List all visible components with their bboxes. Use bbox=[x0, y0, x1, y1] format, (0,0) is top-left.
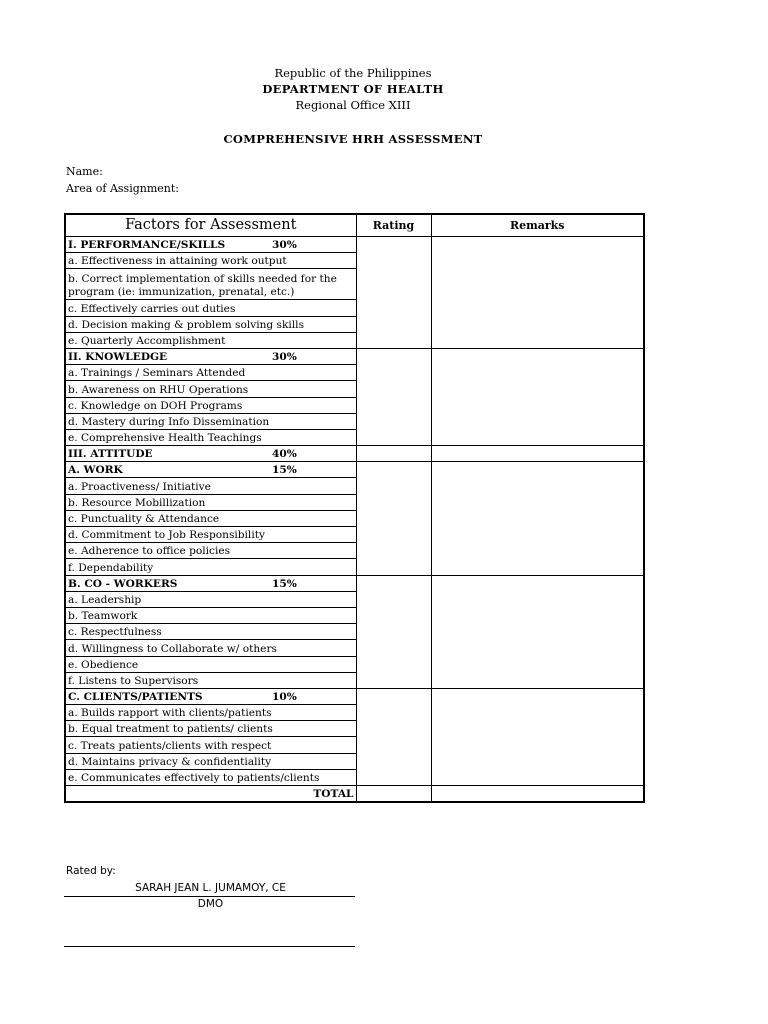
assessment-item: c. Treats patients/clients with respect bbox=[65, 737, 356, 753]
assessment-item: e. Quarterly Accomplishment bbox=[65, 332, 356, 348]
rating-cell[interactable] bbox=[356, 348, 431, 445]
total-label: TOTAL bbox=[65, 786, 356, 803]
section-label: II. KNOWLEDGE bbox=[68, 351, 168, 364]
section-row bbox=[65, 348, 644, 364]
assessment-item: c. Respectfulness bbox=[65, 624, 356, 640]
section-weight: 15% bbox=[272, 577, 297, 590]
assessment-item: e. Comprehensive Health Teachings bbox=[65, 429, 356, 445]
rating-cell[interactable] bbox=[356, 462, 431, 575]
area-label: Area of Assignment: bbox=[66, 182, 179, 195]
assessment-item: d. Commitment to Job Responsibility bbox=[65, 527, 356, 543]
total-remarks-cell[interactable] bbox=[431, 786, 644, 803]
table-header-row bbox=[65, 214, 644, 237]
assessment-item: c. Knowledge on DOH Programs bbox=[65, 397, 356, 413]
assessment-item: a. Leadership bbox=[65, 591, 356, 607]
section-weight: 40% bbox=[272, 448, 297, 461]
assessment-item: d. Maintains privacy & confidentiality bbox=[65, 753, 356, 769]
total-rating-cell[interactable] bbox=[356, 786, 431, 803]
column-header-factors: Factors for Assessment bbox=[65, 214, 356, 237]
section-heading bbox=[65, 575, 356, 591]
assessment-item: f. Listens to Supervisors bbox=[65, 672, 356, 688]
section-label: C. CLIENTS/PATIENTS bbox=[68, 691, 203, 704]
rater-name: SARAH JEAN L. JUMAMOY, CE bbox=[135, 882, 286, 894]
section-row bbox=[65, 462, 644, 478]
section-label: A. WORK bbox=[68, 464, 123, 477]
signature-line bbox=[64, 896, 355, 897]
assessment-item: a. Builds rapport with clients/patients bbox=[65, 705, 356, 721]
assessment-item: b. Resource Mobillization bbox=[65, 494, 356, 510]
section-label: I. PERFORMANCE/SKILLS bbox=[68, 239, 226, 252]
section-weight: 10% bbox=[272, 691, 297, 704]
remarks-cell[interactable] bbox=[431, 462, 644, 575]
assessment-item: d. Mastery during Info Dissemination bbox=[65, 413, 356, 429]
column-header-rating: Rating bbox=[356, 214, 431, 237]
remarks-cell[interactable] bbox=[431, 348, 644, 445]
section-heading bbox=[65, 462, 356, 478]
section-heading bbox=[65, 348, 356, 364]
rater-title: DMO bbox=[197, 898, 224, 910]
assessment-item: a. Trainings / Seminars Attended bbox=[65, 365, 356, 381]
assessment-item: a. Effectiveness in attaining work output bbox=[65, 253, 356, 269]
section-row bbox=[65, 688, 644, 704]
section-row bbox=[65, 446, 644, 462]
section-heading bbox=[65, 237, 356, 253]
section-weight: 30% bbox=[272, 239, 297, 252]
assessment-item: e. Communicates effectively to patients/clients bbox=[65, 769, 356, 785]
rating-cell[interactable] bbox=[356, 237, 431, 349]
rated-by-label: Rated by: bbox=[66, 865, 116, 877]
header-department: DEPARTMENT OF HEALTH bbox=[262, 82, 444, 96]
remarks-cell[interactable] bbox=[431, 446, 644, 462]
remarks-cell[interactable] bbox=[431, 688, 644, 785]
assessment-item: b. Correct implementation of skills needed for the program (ie: immunization, prenatal, etc.) bbox=[65, 269, 356, 300]
remarks-cell[interactable] bbox=[431, 575, 644, 688]
assessment-item: c. Effectively carries out duties bbox=[65, 300, 356, 316]
rating-cell[interactable] bbox=[356, 575, 431, 688]
header-office: Regional Office XIII bbox=[295, 98, 411, 112]
assessment-item: a. Proactiveness/ Initiative bbox=[65, 478, 356, 494]
section-heading bbox=[65, 446, 356, 462]
assessment-item: b. Teamwork bbox=[65, 607, 356, 623]
assessment-item: b. Awareness on RHU Operations bbox=[65, 381, 356, 397]
assessment-item: c. Punctuality & Attendance bbox=[65, 510, 356, 526]
name-label: Name: bbox=[66, 165, 103, 178]
assessment-item: e. Obedience bbox=[65, 656, 356, 672]
section-row bbox=[65, 237, 644, 253]
assessment-item: d. Willingness to Collaborate w/ others bbox=[65, 640, 356, 656]
total-row bbox=[65, 786, 644, 803]
section-label: III. ATTITUDE bbox=[68, 448, 153, 461]
assessment-item: b. Equal treatment to patients/ clients bbox=[65, 721, 356, 737]
document-title: COMPREHENSIVE HRH ASSESSMENT bbox=[223, 132, 483, 146]
section-weight: 30% bbox=[272, 351, 297, 364]
assessment-table bbox=[64, 213, 645, 803]
rating-cell[interactable] bbox=[356, 688, 431, 785]
second-signature-line bbox=[64, 946, 355, 947]
section-row bbox=[65, 575, 644, 591]
section-heading bbox=[65, 688, 356, 704]
rating-cell[interactable] bbox=[356, 446, 431, 462]
assessment-item: f. Dependability bbox=[65, 559, 356, 575]
remarks-cell[interactable] bbox=[431, 237, 644, 349]
section-label: B. CO - WORKERS bbox=[68, 577, 178, 590]
column-header-remarks: Remarks bbox=[431, 214, 644, 237]
assessment-item: e. Adherence to office policies bbox=[65, 543, 356, 559]
header-country: Republic of the Philippines bbox=[274, 66, 432, 80]
assessment-item: d. Decision making & problem solving skills bbox=[65, 316, 356, 332]
section-weight: 15% bbox=[272, 464, 297, 477]
